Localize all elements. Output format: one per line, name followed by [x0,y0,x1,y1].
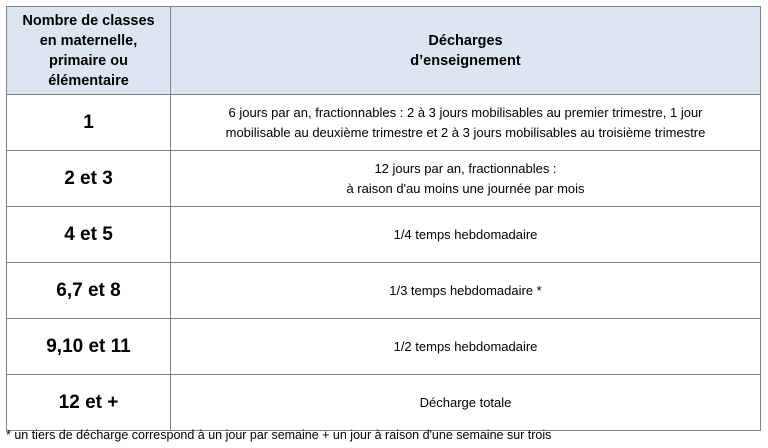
footnote: * un tiers de décharge correspond à un jour par semaine + un jour à raison d'une semaine sur trois [6,428,552,442]
table-row [7,151,761,207]
decharge-cell [171,151,761,207]
decharge-cell [171,319,761,375]
header-decharges [171,7,761,95]
table-row [7,263,761,319]
decharge-line: mobilisable au deuxième trimestre et 2 à 3 jours mobilisables au troisième trimestre [225,124,706,140]
class-count-cell: 12 et + [7,375,171,431]
header-decharges-line: d’enseignement [410,52,521,69]
class-count-cell: 6,7 et 8 [7,263,171,319]
decharge-line: 6 jours par an, fractionnables : 2 à 3 jours mobilisables au premier trimestre, 1 jour [228,104,703,120]
table-row [7,375,761,431]
header-row [7,7,761,95]
decharges-table [6,6,761,431]
class-count-cell: 9,10 et 11 [7,319,171,375]
decharge-line: à raison d'au moins une journée par mois [346,180,585,196]
decharge-cell [171,95,761,151]
decharge-line: 1/3 temps hebdomadaire * [389,282,542,298]
decharge-line: 1/2 temps hebdomadaire [393,338,538,354]
class-count-cell: 1 [7,95,171,151]
header-class-count [7,7,171,95]
header-class-count-line: élémentaire [48,72,129,89]
table-row [7,319,761,375]
decharge-line: 12 jours par an, fractionnables : [374,160,557,176]
header-decharges-line: Décharges [428,32,503,49]
class-count-cell: 4 et 5 [7,207,171,263]
decharge-cell [171,263,761,319]
decharge-cell [171,375,761,431]
table-row [7,95,761,151]
header-class-count-line: en maternelle, [39,32,138,49]
decharge-line: Décharge totale [419,394,512,410]
decharge-line: 1/4 temps hebdomadaire [393,226,538,242]
class-count-cell: 2 et 3 [7,151,171,207]
header-class-count-line: primaire ou [49,52,128,69]
header-class-count-line: Nombre de classes [22,12,155,29]
decharge-cell [171,207,761,263]
table-row [7,207,761,263]
